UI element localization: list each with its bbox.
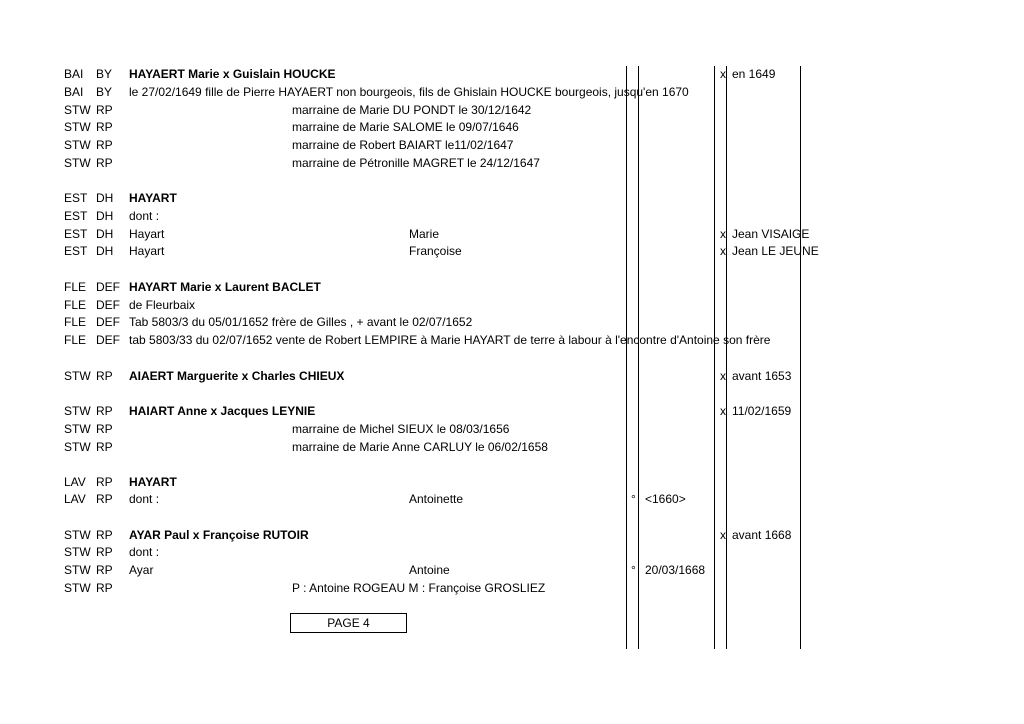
- cell-c1: EST: [64, 244, 88, 258]
- cell-c9: avant 1653: [732, 369, 792, 383]
- cell-c4: marraine de Marie SALOME le 09/07/1646: [292, 120, 519, 134]
- table-row: [0, 474, 1024, 491]
- cell-c3: HAYART: [129, 191, 177, 205]
- table-row: [0, 84, 1024, 101]
- cell-c2: RP: [96, 156, 113, 170]
- cell-c3: Ayar: [129, 563, 154, 577]
- cell-c4: marraine de Marie DU PONDT le 30/12/1642: [292, 103, 532, 117]
- table-row: [0, 421, 1024, 438]
- cell-c1: STW: [64, 440, 91, 454]
- cell-c2: DH: [96, 209, 114, 223]
- cell-c2: RP: [96, 422, 113, 436]
- cell-c4: marraine de Michel SIEUX le 08/03/1656: [292, 422, 510, 436]
- page-number-box: [290, 613, 407, 633]
- cell-c4: marraine de Robert BAIART le11/02/1647: [292, 138, 514, 152]
- cell-c1: EST: [64, 227, 88, 241]
- cell-c1: FLE: [64, 315, 87, 329]
- cell-c3: le 27/02/1649 fille de Pierre HAYAERT non bourgeois, fils de Ghislain HOUCKE bourgeois, jusqu'en 1670: [129, 85, 689, 99]
- table-row: [0, 279, 1024, 296]
- cell-c8: x: [720, 244, 726, 258]
- cell-c1: BAI: [64, 67, 84, 81]
- cell-c7: 20/03/1668: [645, 563, 706, 577]
- cell-c1: STW: [64, 422, 91, 436]
- table-row: [0, 155, 1024, 172]
- cell-c3: HAYART Marie x Laurent BACLET: [129, 280, 321, 294]
- cell-c2: DH: [96, 227, 114, 241]
- cell-c2: DH: [96, 191, 114, 205]
- table-row: [0, 439, 1024, 456]
- cell-c2: DEF: [96, 298, 120, 312]
- cell-c2: DEF: [96, 280, 120, 294]
- cell-c2: RP: [96, 581, 113, 595]
- cell-c1: STW: [64, 528, 91, 542]
- cell-c1: LAV: [64, 475, 86, 489]
- cell-c1: STW: [64, 156, 91, 170]
- cell-c3: de Fleurbaix: [129, 298, 196, 312]
- cell-c8: x: [720, 404, 726, 418]
- cell-c1: EST: [64, 209, 88, 223]
- table-row: [0, 403, 1024, 420]
- cell-c3: dont :: [129, 545, 160, 559]
- table-row: [0, 580, 1024, 597]
- cell-c2: DEF: [96, 315, 120, 329]
- table-row: [0, 137, 1024, 154]
- cell-c2: BY: [96, 67, 113, 81]
- cell-c4: marraine de Marie Anne CARLUY le 06/02/1658: [292, 440, 548, 454]
- cell-c8: x: [720, 369, 726, 383]
- cell-c9: en 1649: [732, 67, 776, 81]
- cell-c3: dont :: [129, 492, 160, 506]
- cell-c4: marraine de Pétronille MAGRET le 24/12/1647: [292, 156, 540, 170]
- cell-c2: RP: [96, 369, 113, 383]
- cell-c8: x: [720, 67, 726, 81]
- cell-c1: BAI: [64, 85, 84, 99]
- cell-c5: Antoine: [409, 563, 450, 577]
- table-row: [0, 297, 1024, 314]
- cell-c1: STW: [64, 369, 91, 383]
- cell-c1: FLE: [64, 280, 87, 294]
- cell-c8: x: [720, 227, 726, 241]
- cell-c1: STW: [64, 545, 91, 559]
- cell-c1: STW: [64, 120, 91, 134]
- table-row: [0, 190, 1024, 207]
- cell-c7: <1660>: [645, 492, 686, 506]
- table-row: [0, 66, 1024, 83]
- table-row: [0, 226, 1024, 243]
- cell-c2: DEF: [96, 333, 120, 347]
- cell-c9: 11/02/1659: [732, 404, 792, 418]
- cell-c1: STW: [64, 103, 91, 117]
- table-row: [0, 208, 1024, 225]
- cell-c2: RP: [96, 103, 113, 117]
- page-label: PAGE 4: [327, 616, 370, 630]
- cell-c2: RP: [96, 440, 113, 454]
- cell-c2: RP: [96, 563, 113, 577]
- cell-c3: Tab 5803/3 du 05/01/1652 frère de Gilles , + avant le 02/07/1652: [129, 315, 473, 329]
- cell-c3: HAIART Anne x Jacques LEYNIE: [129, 404, 316, 418]
- cell-c6: °: [631, 563, 636, 577]
- cell-c2: RP: [96, 138, 113, 152]
- cell-c3: Hayart: [129, 244, 165, 258]
- table-row: [0, 102, 1024, 119]
- cell-c2: DH: [96, 244, 114, 258]
- cell-c3: HAYART: [129, 475, 177, 489]
- cell-c5: Marie: [409, 227, 440, 241]
- table-row: [0, 119, 1024, 136]
- cell-c2: BY: [96, 85, 113, 99]
- table-row: [0, 544, 1024, 561]
- cell-c1: FLE: [64, 333, 87, 347]
- cell-c1: EST: [64, 191, 88, 205]
- cell-c3: AIAERT Marguerite x Charles CHIEUX: [129, 369, 345, 383]
- cell-c3: HAYAERT Marie x Guislain HOUCKE: [129, 67, 336, 81]
- table-row: [0, 562, 1024, 579]
- cell-c1: LAV: [64, 492, 86, 506]
- cell-c2: RP: [96, 475, 113, 489]
- cell-c1: FLE: [64, 298, 87, 312]
- cell-c8: x: [720, 528, 726, 542]
- table-row: [0, 368, 1024, 385]
- cell-c2: RP: [96, 120, 113, 134]
- cell-c2: RP: [96, 404, 113, 418]
- cell-c3: AYAR Paul x Françoise RUTOIR: [129, 528, 309, 542]
- cell-c1: STW: [64, 563, 91, 577]
- cell-c9: Jean LE JEUNE: [732, 244, 819, 258]
- table-row: [0, 491, 1024, 508]
- cell-c5: Françoise: [409, 244, 462, 258]
- cell-c9: avant 1668: [732, 528, 792, 542]
- cell-c9: Jean VISAIGE: [732, 227, 810, 241]
- cell-c1: STW: [64, 138, 91, 152]
- cell-c2: RP: [96, 492, 113, 506]
- cell-c5: Antoinette: [409, 492, 464, 506]
- table-row: [0, 332, 1024, 349]
- table-row: [0, 527, 1024, 544]
- cell-c2: RP: [96, 528, 113, 542]
- cell-c1: STW: [64, 404, 91, 418]
- table-row: [0, 243, 1024, 260]
- cell-c3: Hayart: [129, 227, 165, 241]
- cell-c3: tab 5803/33 du 02/07/1652 vente de Robert LEMPIRE à Marie HAYART de terre à labour à l'encontre d'Antoine son frère: [129, 333, 771, 347]
- cell-c3: dont :: [129, 209, 160, 223]
- cell-c1: STW: [64, 581, 91, 595]
- cell-c2: RP: [96, 545, 113, 559]
- cell-c6: °: [631, 492, 636, 506]
- table-row: [0, 314, 1024, 331]
- cell-c4: P : Antoine ROGEAU M : Françoise GROSLIEZ: [292, 581, 546, 595]
